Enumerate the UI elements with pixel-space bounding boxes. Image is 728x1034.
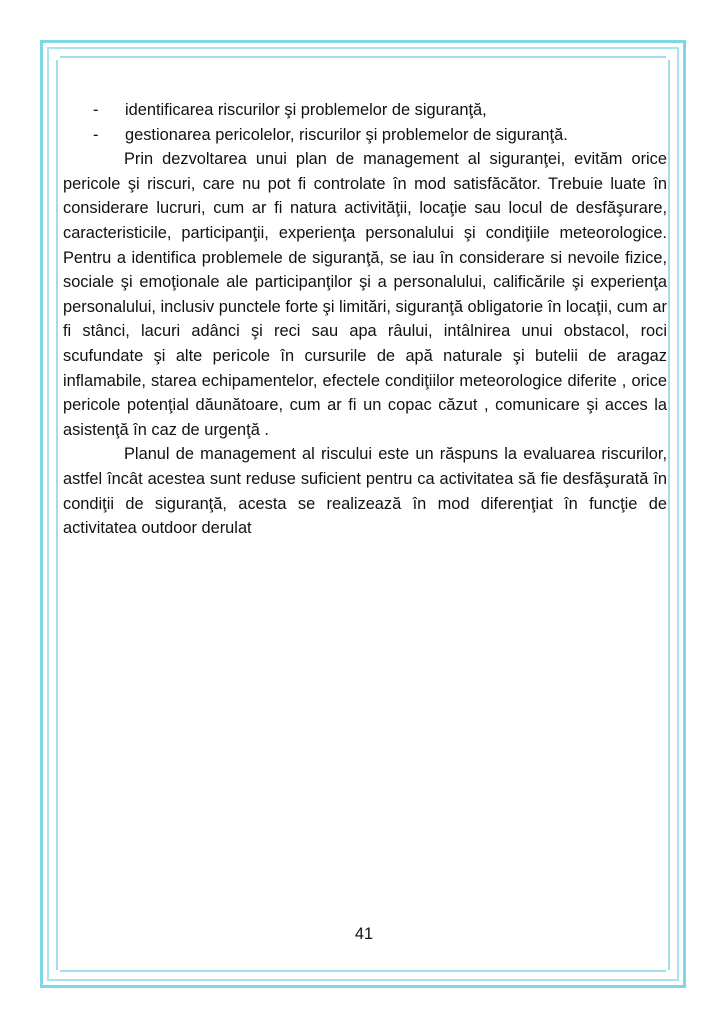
page-number: 41: [354, 925, 374, 943]
frame-right-line: [668, 60, 670, 970]
frame-bottom-line: [60, 970, 666, 972]
frame-left-line: [56, 60, 58, 970]
paragraph: Prin dezvoltarea unui plan de management al siguranţei, evităm orice pericole şi riscuri, care nu pot fi controlate în mod satisfăcător. Trebuie luate în considerare lucruri, cum ar fi natura activităţii, locaţie sau locul de desfăşurare, caracteristicile, participanţii, experienţa personalului şi condiţiile meteorologice. Pentru a identifica problemele de siguranţă, se iau în considerare si nevoile fizice, sociale şi emoţionale ale participanţilor şi a personalului, calificările şi experienţa personalului, inclusiv punctele forte şi limitări, siguranţă obligatorie în locaţii, cum ar fi stânci, lacuri adânci şi reci sau apa râului, intâlnirea unui obstacol, roci scufundate şi alte pericole în cursurile de apă naturale şi butelii de aragaz inflamabile, starea echipamentelor, efectele condiţiilor meteorologice diferite , orice pericole potenţial dăunătoare, cum ar fi un copac căzut , comunicare şi acces la asistenţă în caz de urgenţă .: [63, 150, 668, 439]
frame-top-line: [60, 56, 666, 58]
bullet-dash: -: [93, 125, 99, 144]
bullet-dash: -: [93, 101, 99, 119]
bullet-text: identificarea riscurilor şi problemelor de siguranţă,: [125, 101, 487, 119]
document-body: [63, 98, 667, 541]
paragraph: Planul de management al riscului este un răspuns la evaluarea riscurilor, astfel încât acestea sunt reduse suficient pentru ca activitatea să fie desfăşurată în condiţii de siguranţă, acesta se realizează în mod diferenţiat în funcţie de activitatea outdoor derulat: [63, 445, 667, 538]
bullet-text: gestionarea pericolelor, riscurilor şi problemelor de siguranţă.: [125, 125, 568, 144]
bullet-item: [63, 123, 667, 148]
bullet-item: [63, 98, 667, 123]
